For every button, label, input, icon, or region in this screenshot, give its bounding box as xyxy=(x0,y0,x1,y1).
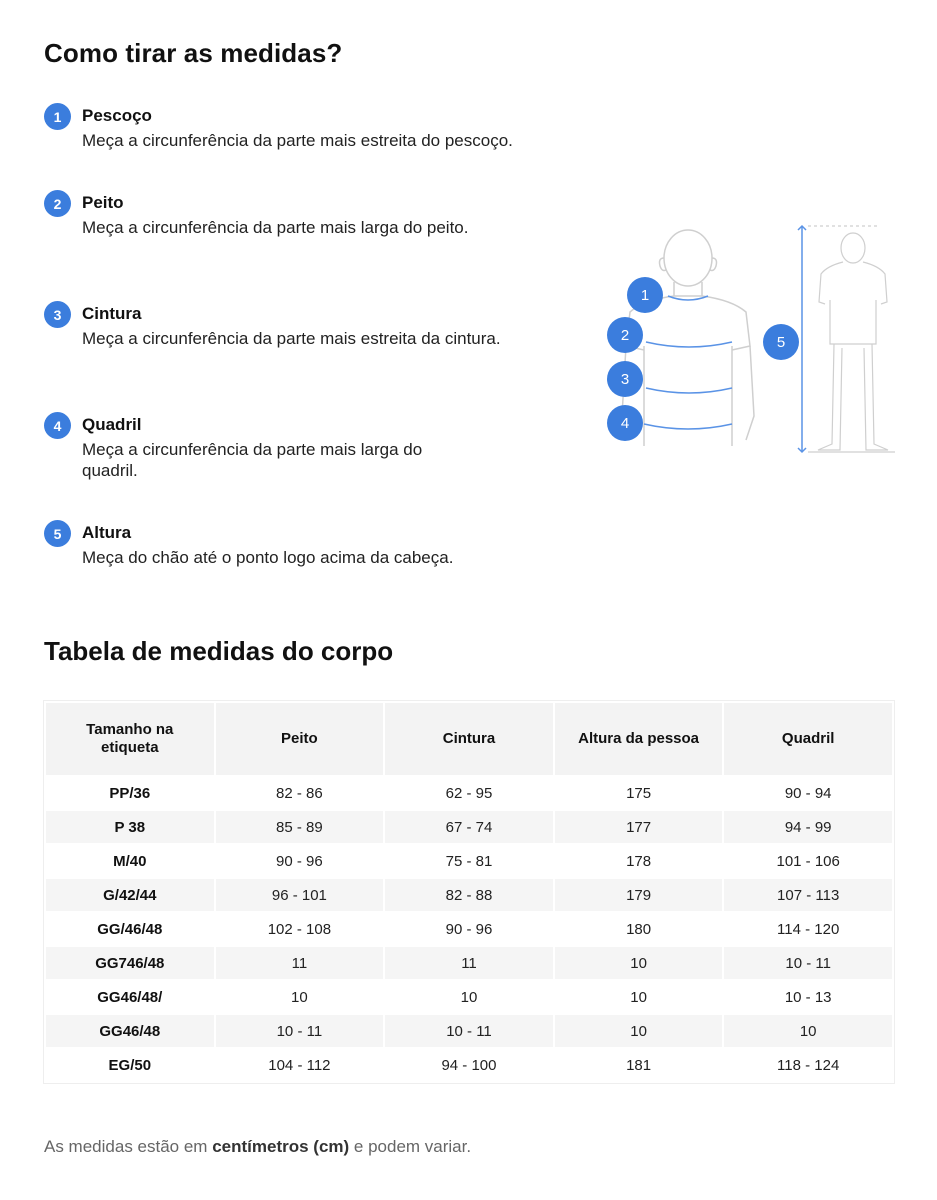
figure-label-2: 2 xyxy=(620,327,630,344)
cell-chest: 90 - 96 xyxy=(215,844,385,878)
measurement-figure xyxy=(600,222,900,462)
table-row xyxy=(45,878,893,912)
cell-size: GG/46/48 xyxy=(45,912,215,946)
step-chest xyxy=(44,190,584,262)
size-table-title: Tabela de medidas do corpo xyxy=(44,636,394,666)
table-row xyxy=(45,810,893,844)
step-neck xyxy=(44,103,584,153)
step-description: Meça do chão até o ponto logo acima da cabeça. xyxy=(82,548,454,567)
step-description: Meça a circunferência da parte mais larga do peito. xyxy=(82,218,469,237)
column-header-chest: Peito xyxy=(215,702,385,776)
table-row xyxy=(45,980,893,1014)
figure-label-4: 4 xyxy=(620,415,630,432)
cell-hip: 94 - 99 xyxy=(723,810,893,844)
cell-size: G/42/44 xyxy=(45,878,215,912)
cell-waist: 11 xyxy=(384,946,554,980)
cell-size: GG46/48 xyxy=(45,1014,215,1048)
cell-hip: 107 - 113 xyxy=(723,878,893,912)
step-height xyxy=(44,520,584,570)
table-row xyxy=(45,1014,893,1048)
cell-height: 178 xyxy=(554,844,724,878)
cell-height: 10 xyxy=(554,946,724,980)
figure-label-3: 3 xyxy=(620,371,630,388)
cell-hip: 114 - 120 xyxy=(723,912,893,946)
column-header-waist: Cintura xyxy=(384,702,554,776)
cell-waist: 94 - 100 xyxy=(384,1048,554,1082)
cell-waist: 10 xyxy=(384,980,554,1014)
table-row xyxy=(45,776,893,810)
units-note-suffix: e podem variar. xyxy=(349,1137,472,1156)
table-row xyxy=(45,844,893,878)
side-body-illustration xyxy=(808,226,895,452)
step-description: Meça a circunferência da parte mais estreita da cintura. xyxy=(82,329,501,348)
figure-label-1: 1 xyxy=(640,287,650,304)
table-header-row xyxy=(45,702,893,776)
cell-chest: 10 xyxy=(215,980,385,1014)
cell-chest: 82 - 86 xyxy=(215,776,385,810)
cell-chest: 96 - 101 xyxy=(215,878,385,912)
step-title: Pescoço xyxy=(82,106,152,125)
column-header-height: Altura da pessoa xyxy=(554,702,724,776)
cell-size: PP/36 xyxy=(45,776,215,810)
size-table xyxy=(44,701,894,1083)
cell-size: GG746/48 xyxy=(45,946,215,980)
cell-size: GG46/48/ xyxy=(45,980,215,1014)
cell-hip: 10 xyxy=(723,1014,893,1048)
cell-waist: 82 - 88 xyxy=(384,878,554,912)
cell-chest: 102 - 108 xyxy=(215,912,385,946)
guide-title: Como tirar as medidas? xyxy=(44,38,343,68)
table-row xyxy=(45,912,893,946)
step-title: Cintura xyxy=(82,304,142,323)
column-header-size-label: Tamanho na etiqueta xyxy=(45,702,215,776)
cell-height: 181 xyxy=(554,1048,724,1082)
table-row xyxy=(45,1048,893,1082)
cell-chest: 10 - 11 xyxy=(215,1014,385,1048)
cell-waist: 75 - 81 xyxy=(384,844,554,878)
cell-hip: 10 - 13 xyxy=(723,980,893,1014)
cell-height: 180 xyxy=(554,912,724,946)
figure-label-5: 5 xyxy=(776,334,786,351)
cell-height: 177 xyxy=(554,810,724,844)
cell-waist: 90 - 96 xyxy=(384,912,554,946)
units-note-prefix: As medidas estão em xyxy=(44,1137,213,1156)
cell-size: M/40 xyxy=(45,844,215,878)
table-row xyxy=(45,946,893,980)
step-title: Peito xyxy=(82,193,124,212)
units-note xyxy=(44,1137,471,1157)
cell-waist: 67 - 74 xyxy=(384,810,554,844)
units-note-unit: centímetros (cm) xyxy=(212,1137,350,1156)
step-description: Meça a circunferência da parte mais larga do quadril. xyxy=(82,440,423,480)
step-title: Altura xyxy=(82,523,132,542)
cell-height: 175 xyxy=(554,776,724,810)
step-number-badge: 3 xyxy=(44,301,71,328)
figure-badges xyxy=(607,277,799,441)
cell-hip: 90 - 94 xyxy=(723,776,893,810)
cell-chest: 85 - 89 xyxy=(215,810,385,844)
cell-waist: 62 - 95 xyxy=(384,776,554,810)
step-hip xyxy=(44,412,584,484)
cell-hip: 101 - 106 xyxy=(723,844,893,878)
column-header-hip: Quadril xyxy=(723,702,893,776)
cell-hip: 118 - 124 xyxy=(723,1048,893,1082)
cell-chest: 104 - 112 xyxy=(215,1048,385,1082)
cell-chest: 11 xyxy=(215,946,385,980)
cell-height: 10 xyxy=(554,1014,724,1048)
cell-height: 10 xyxy=(554,980,724,1014)
cell-size: EG/50 xyxy=(45,1048,215,1082)
step-description: Meça a circunferência da parte mais estreita do pescoço. xyxy=(82,131,513,150)
step-number-badge: 1 xyxy=(44,103,71,130)
step-waist xyxy=(44,301,584,373)
step-number-badge: 5 xyxy=(44,520,71,547)
step-title: Quadril xyxy=(82,415,142,434)
cell-waist: 10 - 11 xyxy=(384,1014,554,1048)
cell-hip: 10 - 11 xyxy=(723,946,893,980)
step-number-badge: 2 xyxy=(44,190,71,217)
cell-height: 179 xyxy=(554,878,724,912)
step-number-badge: 4 xyxy=(44,412,71,439)
cell-size: P 38 xyxy=(45,810,215,844)
